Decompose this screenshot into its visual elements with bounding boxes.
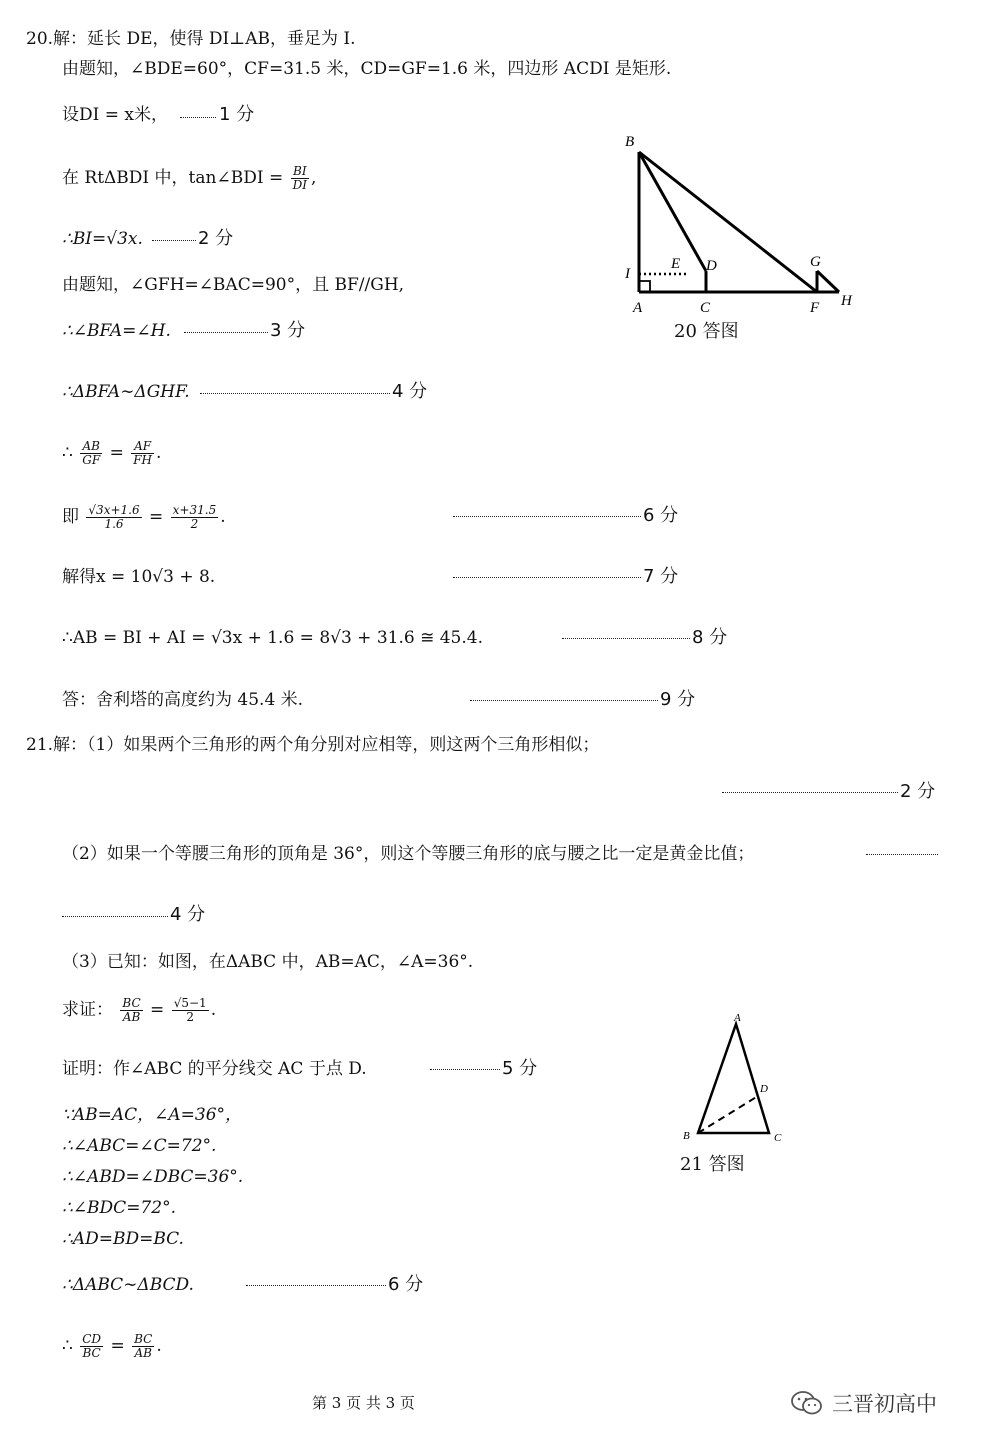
q20-line-12: ∴AB = BI + AI = √3x + 1.6 = 8√3 + 31.6 ≅ 45.4. [62,628,483,648]
q20-line-11: 解得x = 10√3 + 8. [62,567,216,587]
fraction-num: BC [122,996,141,1010]
fraction-num: √3x+1.6 [88,503,140,517]
score-leader [200,393,390,394]
score-9: 9 分 [660,689,696,710]
therefore: ∴ [62,1336,73,1356]
equals: = [109,443,124,463]
punct: . [156,1336,162,1356]
label-G: G [810,254,821,270]
fraction-den: DI [292,178,307,192]
score-leader [453,516,641,517]
score-leader [184,332,268,333]
segment-BD-dashed [698,1096,758,1133]
fraction-den: AB [122,1010,141,1024]
fraction-num: x+31.5 [172,503,217,517]
label-F: F [810,300,820,316]
figure-20-caption: 20 答图 [674,321,739,342]
fraction [291,165,309,192]
wechat-icon [790,1390,824,1416]
score-leader [722,792,898,793]
score-3: 3 分 [270,320,306,341]
prove-label: 求证： [62,1000,113,1020]
score-leader [562,638,690,639]
fraction-den: 1.6 [104,517,124,531]
q20-line-6: 由题知，∠GFH=∠BAC=90°，且 BF//GH, [62,275,405,295]
q20-line-9 [62,440,161,467]
q21-line-2: （2）如果一个等腰三角形的顶角是 36°，则这个等腰三角形的底与腰之比一定是黄金比值； [62,844,755,864]
fraction-num: BI [291,165,309,179]
label-H: H [841,293,852,309]
q21-line-9: ∴∠BDC=72°. [62,1198,176,1218]
q21-line-1: 21.解：（1）如果两个三角形的两个角分别对应相等，则这两个三角形相似； [26,735,600,755]
segment-BF [639,152,817,292]
q21-line-4 [62,997,216,1024]
q21-line-3: （3）已知：如图，在ΔABC 中，AB=AC，∠A=36°. [62,952,474,972]
q21-line-8: ∴∠ABD=∠DBC=36°. [62,1167,244,1187]
fraction-den: 2 [190,517,199,531]
equals: = [149,507,164,527]
equals: = [150,1000,165,1020]
label-E: E [671,256,681,272]
score-2: 2 分 [198,228,234,249]
q20-line-7: ∴∠BFA=∠H. [62,321,171,341]
q20-line-5: ∴BI=√3x. [62,229,143,249]
fraction-den: GF [82,453,101,467]
figure-20-diagram [615,128,865,318]
fraction [172,997,209,1024]
segment-GH [817,271,839,292]
q20-line-8: ∴ΔBFA∼ΔGHF. [62,382,190,402]
q20-line-3: 设DI = x米， [62,105,168,125]
therefore: ∴ [62,443,73,463]
label-C: C [700,300,711,316]
fraction [131,440,154,467]
fraction [120,997,142,1024]
fraction-num: BC [134,1332,153,1346]
fraction-num: √5−1 [173,996,207,1010]
fraction [171,504,219,531]
label-C: C [774,1132,782,1144]
q21-line-10: ∴AD=BD=BC. [62,1229,184,1249]
fraction-num: AB [80,440,102,454]
segment-BD [639,152,706,271]
score-5: 5 分 [502,1058,538,1079]
score-1: 1 分 [219,104,255,125]
label-D: D [760,1083,768,1095]
q21-line-5: 证明：作∠ABC 的平分线交 AC 于点 D. [62,1059,367,1079]
q20-line-4-text: 在 RtΔBDI 中，tan∠BDI = [62,168,284,188]
score-4: 4 分 [392,381,428,402]
score-leader [180,117,216,118]
score-leader [453,577,641,578]
score-4: 4 分 [170,904,206,925]
punct: , [310,168,317,188]
watermark-text: 三晋初高中 [832,1392,937,1416]
label-A: A [633,300,643,316]
punct: . [210,1000,217,1020]
label-I: I [625,266,630,282]
figure-21-caption: 21 答图 [680,1154,745,1175]
q20-line-2: 由题知，∠BDE=60°，CF=31.5 米，CD=GF=1.6 米，四边形 ACDI 是矩形. [62,59,672,79]
fraction-den: BC [82,1346,101,1360]
fraction [132,1333,154,1360]
q20-line-4 [62,165,316,192]
score-6: 6 分 [388,1274,424,1295]
score-8: 8 分 [692,627,728,648]
q20-line-10-prefix: 即 [62,507,79,527]
equals: = [110,1336,125,1356]
figure-21-diagram [676,1008,796,1150]
punct: . [156,443,162,463]
score-leader [866,854,938,855]
fraction [80,1333,103,1360]
punct: . [220,507,226,527]
score-leader [62,916,168,917]
triangle-ABC [698,1024,769,1133]
label-D: D [706,258,717,274]
score-7: 7 分 [643,566,679,587]
q21-line-6: ∵AB=AC，∠A=36°， [62,1105,243,1125]
fraction [80,440,102,467]
page-footer: 第 3 页 共 3 页 [312,1394,415,1412]
score-2: 2 分 [900,781,936,802]
q21-line-11: ∴ΔABC∼ΔBCD. [62,1275,194,1295]
fraction-num: AF [131,440,154,454]
score-leader [430,1069,500,1070]
score-6: 6 分 [643,505,679,526]
fraction-den: FH [133,453,153,467]
watermark [790,1388,937,1418]
label-B: B [625,134,635,150]
right-angle-mark [639,281,650,292]
q20-line-10 [62,504,226,531]
q20-line-1: 20.解：延长 DE，使得 DI⊥AB，垂足为 I. [26,29,356,49]
q20-line-13: 答：舍利塔的高度约为 45.4 米. [62,690,304,710]
q21-line-7: ∴∠ABC=∠C=72°. [62,1136,217,1156]
score-leader [470,700,658,701]
label-B: B [683,1130,690,1142]
fraction-den: 2 [186,1010,195,1024]
score-leader [152,240,196,241]
label-A: A [734,1012,741,1024]
fraction-num: CD [82,1332,102,1346]
q21-line-12 [62,1333,162,1360]
fraction [86,504,141,531]
fraction-den: AB [134,1346,152,1360]
score-leader [246,1285,386,1286]
